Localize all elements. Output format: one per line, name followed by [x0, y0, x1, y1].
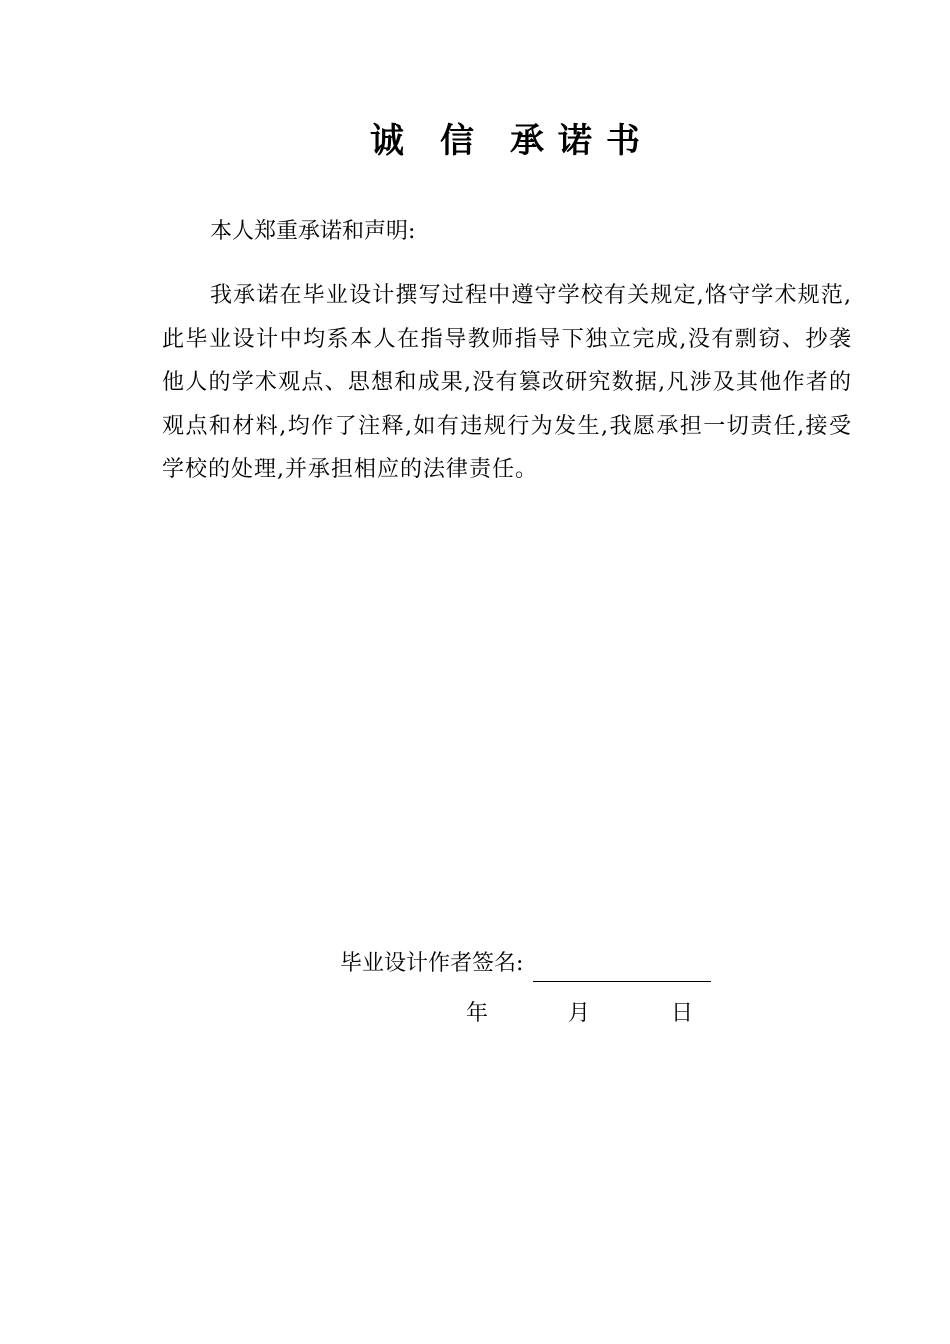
date-month-label: 月	[568, 1001, 591, 1026]
signature-line[interactable]	[533, 953, 711, 982]
title-char: 诺	[558, 121, 592, 161]
title-char: 书	[606, 121, 640, 161]
declaration-body: 我承诺在毕业设计撰写过程中遵守学校有关规定,恪守学术规范,此毕业设计中均系本人在指导教师指导下独立完成,没有剽窃、抄袭他人的学术观点、思想和成果,没有篡改研究数据,凡涉及其他作者的观点和材料,均作了注释,如有违规行为发生,我愿承担一切责任,接受学校的处理,并承担相应的法律责任。	[162, 283, 852, 482]
date-day-label: 日	[671, 1001, 694, 1026]
signature-block	[340, 946, 711, 982]
signature-label: 毕业设计作者签名:	[340, 951, 524, 976]
page-title	[0, 118, 950, 164]
title-char: 信	[440, 121, 474, 161]
title-char: 承	[510, 121, 544, 161]
title-char: 诚	[370, 121, 404, 161]
declaration-intro: 本人郑重承诺和声明:	[210, 219, 416, 244]
date-year-label: 年	[466, 1001, 489, 1026]
